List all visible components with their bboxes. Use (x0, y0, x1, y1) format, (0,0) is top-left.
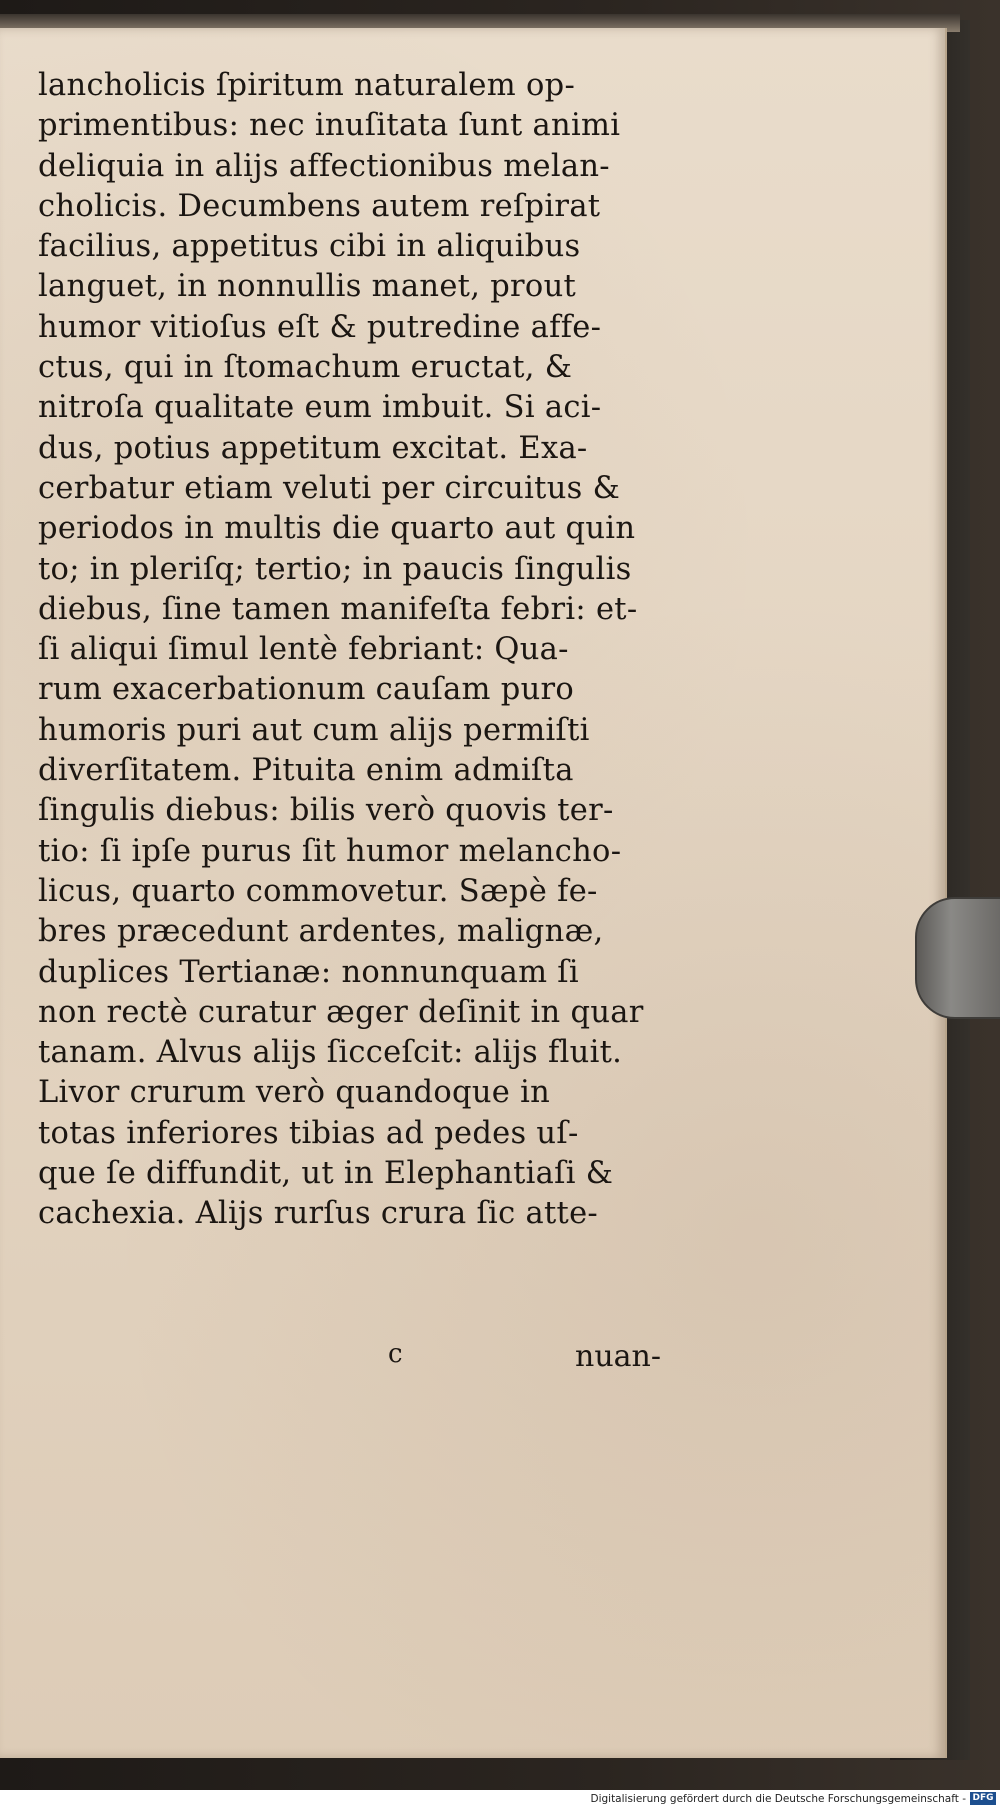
text-line: dus, potius appetitum excitat. Exa- (38, 430, 588, 466)
text-line: cerbatur etiam veluti per circuitus & (38, 470, 621, 506)
text-line: ctus, qui in ſtomachum eructat, & (38, 350, 573, 386)
text-line: lancholicis ſpiritum naturalem op- (38, 68, 576, 103)
text-line: tanam. Alvus alijs ſicceſcit: alijs fluit. (38, 1035, 623, 1071)
text-line: nitroſa qualitate eum imbuit. Si aci- (38, 390, 602, 426)
text-line: Livor crurum verò quandoque in (38, 1075, 551, 1111)
text-line: ſingulis diebus: bilis verò quovis ter- (38, 793, 614, 829)
text-line: periodos in multis die quarto aut quin (38, 511, 636, 547)
footer-credit: Digitalisierung gefördert durch die Deutsche Forschungsgemeinschaft - (590, 1793, 966, 1805)
text-line: bres præcedunt ardentes, malignæ, (38, 914, 604, 950)
text-line: licus, quarto commovetur. Sæpè fe- (38, 873, 598, 909)
text-line: non rectè curatur æger deſinit in quar (38, 994, 644, 1030)
text-line: cholicis. Decumbens autem reſpirat (38, 188, 601, 224)
text-line: tio: ſi ipſe purus ſit humor melancho- (38, 833, 622, 869)
text-line: rum exacerbationum cauſam puro (38, 672, 575, 708)
text-line: que ſe diffundit, ut in Elephantiaſi & (38, 1156, 614, 1192)
text-line: cachexia. Alijs rurſus crura ſic atte- (38, 1196, 599, 1232)
signature-mark: c (388, 1339, 403, 1369)
catchword: nuan- (575, 1339, 661, 1374)
text-line: primentibus: nec inuſitata ſunt animi (38, 108, 621, 144)
text-line: duplices Tertianæ: nonnunquam ſi (38, 954, 579, 990)
text-line: ſi aliqui ſimul lentè febriant: Qua- (38, 632, 569, 668)
text-line: humoris puri aut cum alijs permiſti (38, 712, 590, 748)
text-line: diverſitatem. Pituita enim admiſta (38, 753, 574, 789)
dfg-logo: DFG (970, 1792, 996, 1805)
text-line: totas inferiores tibias ad pedes uſ- (38, 1115, 579, 1151)
text-line: facilius, appetitus cibi in aliquibus (38, 229, 581, 265)
text-line: diebus, ſine tamen manifeſta febri: et- (38, 591, 638, 627)
text-line: languet, in nonnullis manet, prout (38, 269, 577, 305)
text-line: deliquia in alijs affectionibus melan- (38, 148, 610, 184)
body-text (38, 66, 718, 1235)
page-clip (915, 897, 1000, 1019)
text-line: to; in pleriſq; tertio; in paucis ſingulis (38, 551, 632, 587)
text-line: humor vitioſus eſt & putredine affe- (38, 309, 602, 345)
